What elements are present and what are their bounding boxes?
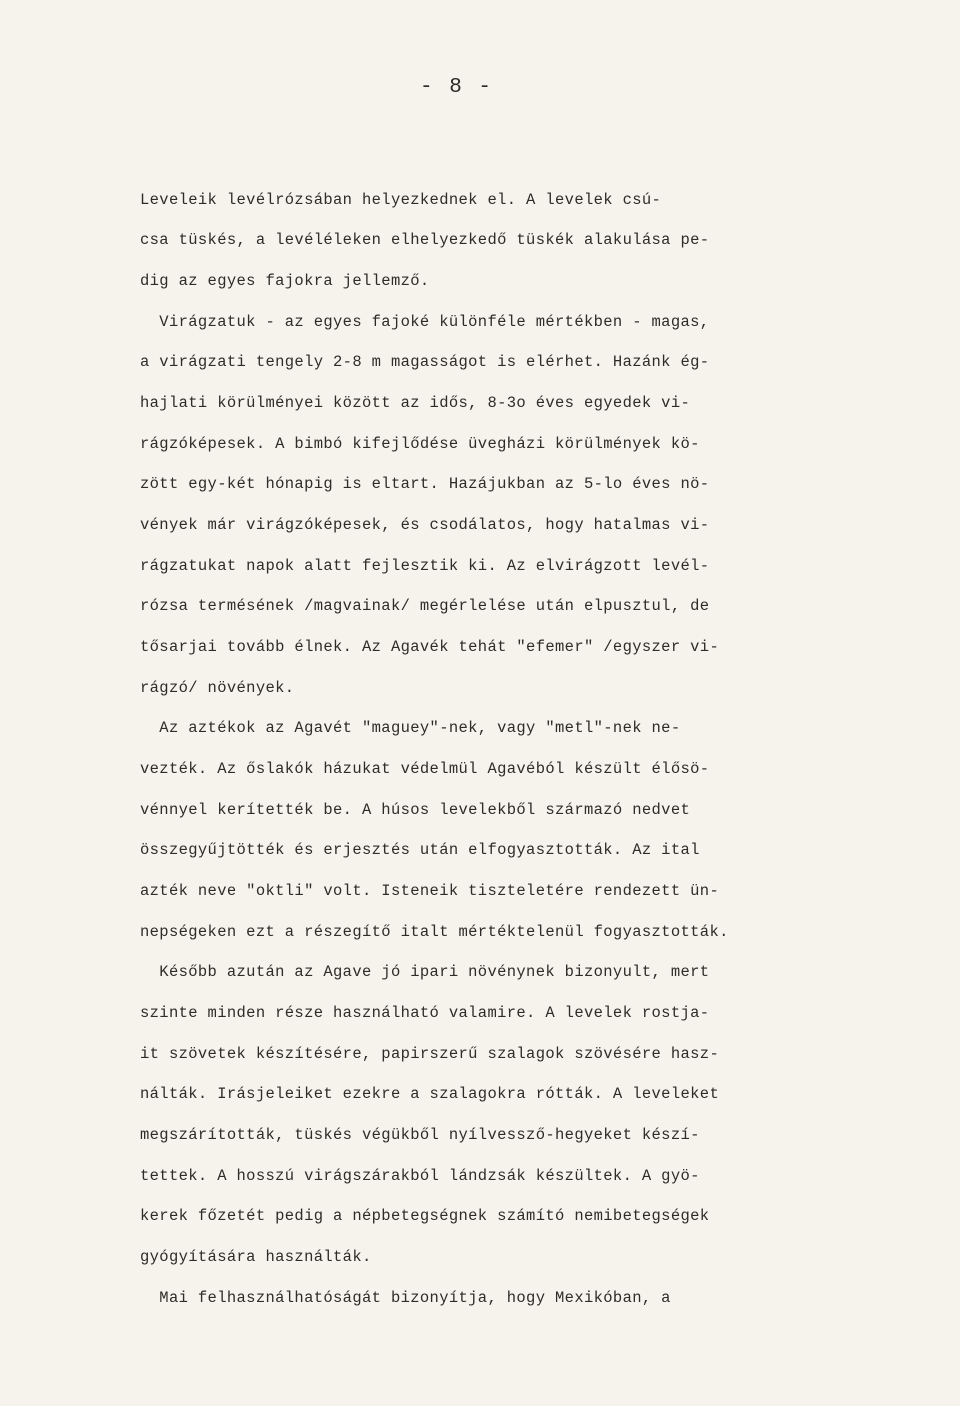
text-line: Később azután az Agave jó ipari növénynek bizonyult, mert [140,963,710,981]
page-number: - 8 - [420,76,494,99]
text-line: gyógyítására használták. [140,1248,372,1266]
text-line: azték neve "oktli" volt. Isteneik tiszteletére rendezett ün- [140,882,720,900]
text-line: csa tüskés, a levéléleken elhelyezkedő tüskék alakulása pe- [140,231,710,249]
text-line: a virágzati tengely 2-8 m magasságot is elérhet. Hazánk ég- [140,353,710,371]
text-line: megszárították, tüskés végükből nyílvessző-hegyeket készí- [140,1126,700,1144]
text-line: összegyűjtötték és erjesztés után elfogyasztották. Az ital [140,841,700,859]
text-line: rágzóképesek. A bimbó kifejlődése üvegházi körülmények kö- [140,435,700,453]
text-line: rágzatukat napok alatt fejlesztik ki. Az elvirágzott levél- [140,557,710,575]
text-line: Virágzatuk - az egyes fajoké különféle mértékben - magas, [140,313,710,331]
text-line: Leveleik levélrózsában helyezkednek el. A levelek csú- [140,191,662,209]
text-line: vezték. Az őslakók házukat védelmül Agavéból készült élősö- [140,760,710,778]
text-line: hajlati körülményei között az idős, 8-3o éves egyedek vi- [140,394,691,412]
text-line: it szövetek készítésére, papirszerű szalagok szövésére hasz- [140,1045,720,1063]
text-line: szinte minden része használható valamire. A levelek rostja- [140,1004,710,1022]
text-line: vények már virágzóképesek, és csodálatos, hogy hatalmas vi- [140,516,710,534]
text-line: zött egy-két hónapig is eltart. Hazájukban az 5-lo éves nö- [140,475,710,493]
text-line: dig az egyes fajokra jellemző. [140,272,430,290]
text-line: nepségeken ezt a részegítő italt mértéktelenül fogyasztották. [140,923,729,941]
text-line: tősarjai tovább élnek. Az Agavék tehát "efemer" /egyszer vi- [140,638,720,656]
text-line: rágzó/ növények. [140,679,295,697]
text-line: nálták. Irásjeleiket ezekre a szalagokra rótták. A leveleket [140,1085,720,1103]
text-line: tettek. A hosszú virágszárakból lándzsák készültek. A gyö- [140,1167,700,1185]
text-line: kerek főzetét pedig a népbetegségnek számító nemibetegségek [140,1207,710,1225]
text-line: vénnyel kerítették be. A húsos levelekből származó nedvet [140,801,691,819]
text-line: Mai felhasználhatóságát bizonyítja, hogy Mexikóban, a [140,1289,671,1307]
text-line: rózsa termésének /magvainak/ megérlelése után elpusztul, de [140,597,710,615]
text-line: Az aztékok az Agavét "maguey"-nek, vagy "metl"-nek ne- [140,719,681,737]
